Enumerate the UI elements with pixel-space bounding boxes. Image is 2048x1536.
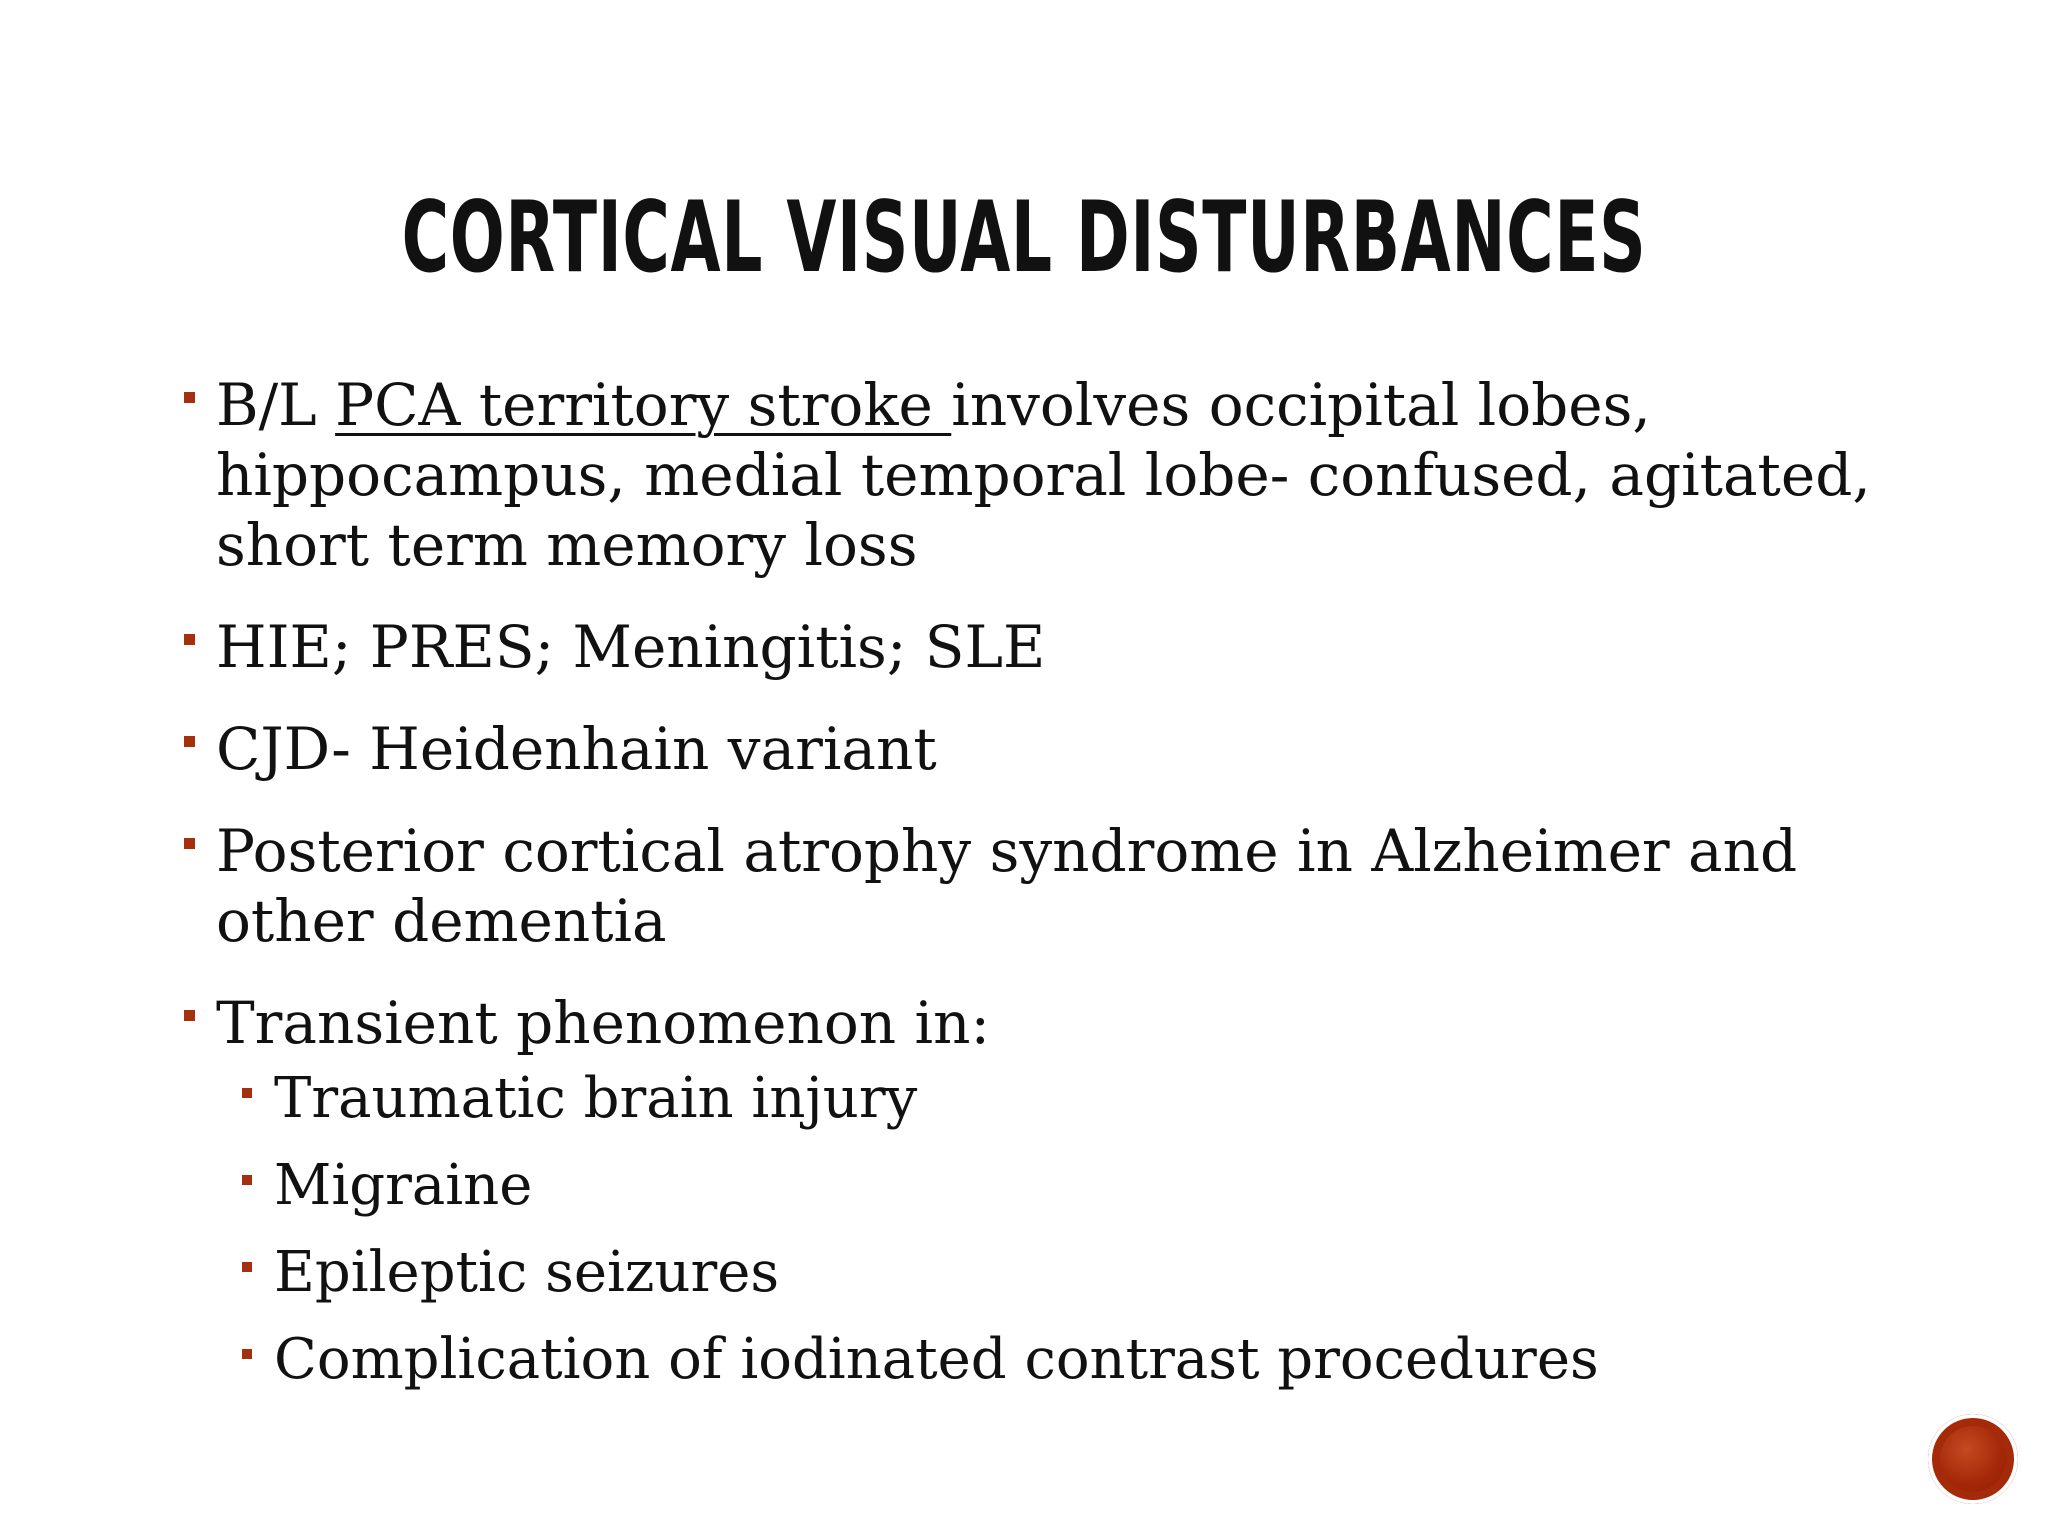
bullet-item bbox=[178, 714, 1878, 784]
slide-title: CORTICAL VISUAL DISTURBANCES bbox=[401, 181, 1647, 295]
square-bullet-icon bbox=[242, 1175, 252, 1185]
sub-bullet-item bbox=[236, 1325, 1878, 1395]
circle-logo-icon bbox=[1928, 1414, 2018, 1504]
bullet-list bbox=[178, 370, 1878, 1412]
square-bullet-icon bbox=[184, 736, 195, 747]
square-bullet-icon bbox=[242, 1088, 252, 1098]
bullet-text: involves occipital lobes, hippocampus, medial temporal lobe- confused, agitated, short term memory loss bbox=[216, 371, 1871, 579]
bullet-item bbox=[178, 988, 1878, 1058]
square-bullet-icon bbox=[242, 1262, 252, 1272]
bullet-text: HIE; PRES; Meningitis; SLE bbox=[216, 613, 1046, 681]
sub-bullet-item bbox=[236, 1151, 1878, 1221]
bullet-text-prefix: B/L bbox=[216, 371, 336, 439]
square-bullet-icon bbox=[184, 1010, 195, 1021]
bullet-item bbox=[178, 816, 1878, 956]
sub-bullet-text: Migraine bbox=[274, 1153, 533, 1218]
bullet-item bbox=[178, 612, 1878, 682]
bullet-item bbox=[178, 370, 1878, 580]
sub-bullet-item bbox=[236, 1238, 1878, 1308]
square-bullet-icon bbox=[184, 392, 195, 403]
underlined-text: PCA territory stroke bbox=[335, 371, 952, 439]
square-bullet-icon bbox=[184, 838, 195, 849]
bullet-text: Posterior cortical atrophy syndrome in Alzheimer and other dementia bbox=[216, 817, 1798, 955]
sub-bullet-item bbox=[236, 1064, 1878, 1134]
sub-bullet-text: Epileptic seizures bbox=[274, 1240, 780, 1305]
bullet-text: CJD- Heidenhain variant bbox=[216, 715, 937, 783]
sub-bullet-text: Complication of iodinated contrast procedures bbox=[274, 1327, 1599, 1392]
square-bullet-icon bbox=[184, 634, 195, 645]
bullet-text: Transient phenomenon in: bbox=[216, 989, 990, 1057]
square-bullet-icon bbox=[242, 1349, 252, 1359]
sub-bullet-text: Traumatic brain injury bbox=[274, 1066, 918, 1131]
